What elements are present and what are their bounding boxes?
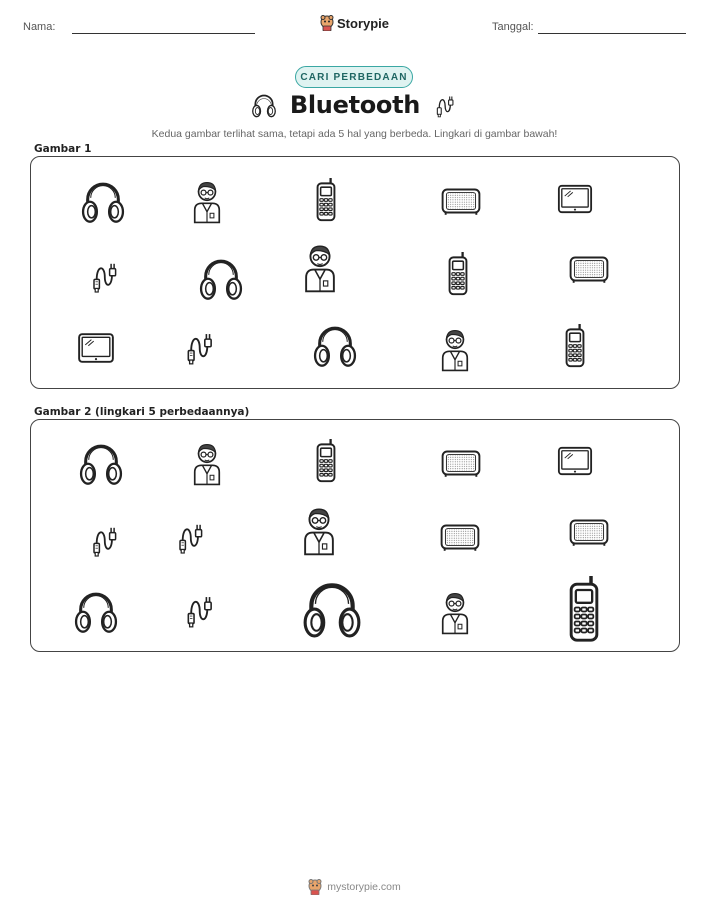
headphones-icon[interactable] — [80, 178, 126, 224]
title-cable-icon — [433, 93, 459, 124]
footer-url: mystorypie.com — [327, 881, 401, 893]
tablet-icon[interactable] — [553, 177, 597, 221]
doctor-icon[interactable] — [432, 326, 478, 372]
instructions: Kedua gambar terlihat sama, tetapi ada 5 hal yang berbeda. Lingkari di gambar bawah! — [151, 128, 558, 140]
phone-icon[interactable] — [303, 178, 349, 224]
speaker-icon[interactable] — [566, 246, 612, 292]
picture1-panel[interactable] — [30, 156, 680, 389]
name-line[interactable] — [72, 33, 255, 34]
speaker-icon[interactable] — [438, 440, 484, 486]
brand-logo — [320, 13, 389, 33]
cable-icon[interactable] — [88, 523, 124, 559]
date-line[interactable] — [538, 33, 686, 34]
footer-logo-icon — [308, 879, 322, 895]
phone-icon[interactable] — [552, 324, 598, 370]
phone-icon[interactable] — [549, 576, 619, 646]
brand-name: Storypie — [337, 15, 390, 31]
doctor-icon[interactable] — [293, 504, 345, 556]
footer — [0, 879, 709, 895]
headphones-icon[interactable] — [78, 440, 124, 486]
phone-icon[interactable] — [303, 439, 349, 485]
headphones-icon[interactable] — [301, 577, 363, 639]
phone-icon[interactable] — [435, 252, 481, 298]
storypie-logo-icon — [320, 15, 334, 31]
tablet-icon[interactable] — [553, 439, 597, 483]
page-title: Bluetooth — [289, 91, 421, 119]
doctor-icon[interactable] — [294, 241, 346, 293]
name-label: Nama: — [23, 21, 56, 33]
speaker-icon[interactable] — [566, 509, 612, 555]
title-headphones-icon — [250, 92, 278, 123]
doctor-icon[interactable] — [184, 440, 230, 486]
picture2-panel[interactable] — [30, 419, 680, 652]
doctor-icon[interactable] — [184, 178, 230, 224]
cable-icon[interactable] — [182, 329, 220, 367]
date-label: Tanggal: — [492, 21, 534, 33]
activity-badge: CARI PERBEDAAN — [295, 66, 413, 88]
doctor-icon[interactable] — [432, 589, 478, 635]
speaker-icon[interactable] — [438, 178, 484, 224]
cable-icon[interactable] — [174, 520, 210, 556]
cable-icon[interactable] — [182, 592, 220, 630]
cable-icon[interactable] — [88, 259, 124, 295]
headphones-icon[interactable] — [312, 322, 358, 368]
picture1-label: Gambar 1 — [34, 143, 92, 155]
headphones-icon[interactable] — [198, 255, 244, 301]
tablet-icon[interactable] — [73, 325, 119, 371]
picture2-label: Gambar 2 (lingkari 5 perbedaannya) — [34, 406, 250, 418]
headphones-icon[interactable] — [73, 588, 119, 634]
speaker-icon[interactable] — [437, 514, 483, 560]
